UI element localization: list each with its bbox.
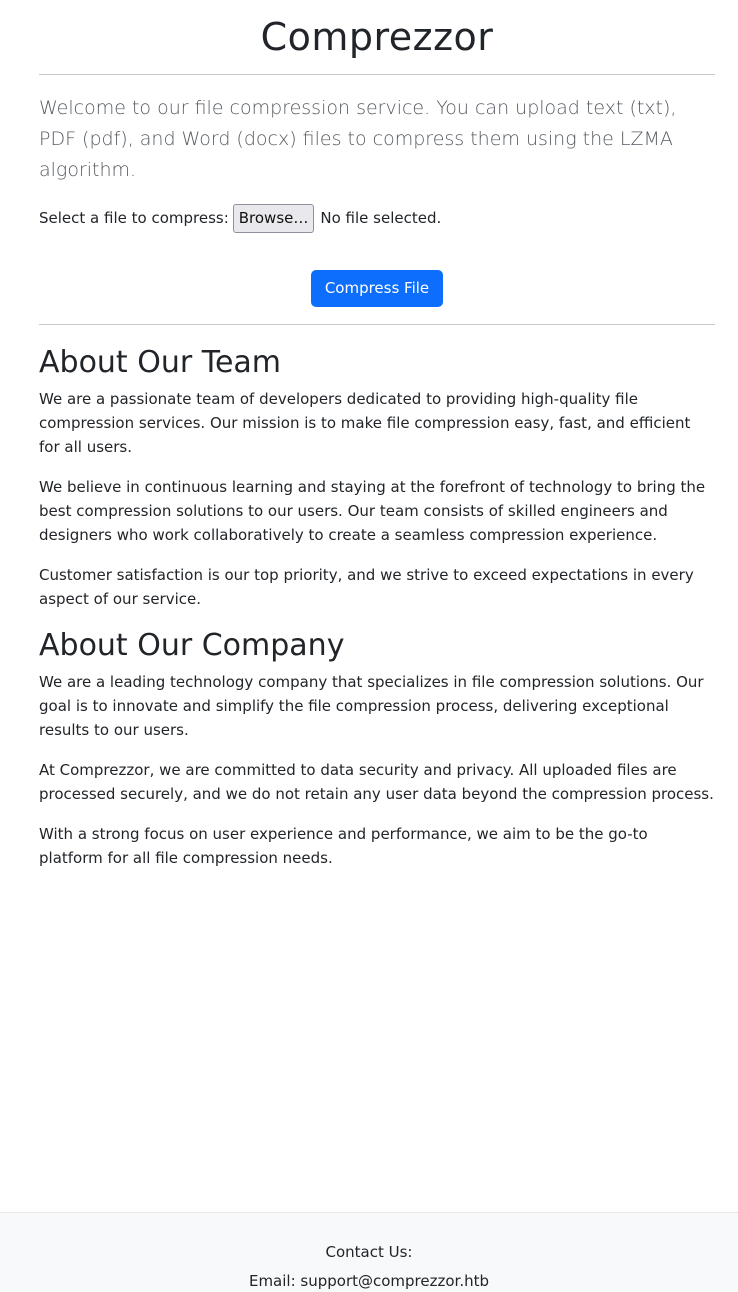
browse-button[interactable]: Browse… [233,204,315,233]
team-paragraph: We believe in continuous learning and staying at the forefront of technology to bring the best compression solutions to our users. Our team consists of skilled engineers and designers who work collaboratively to create a seamless compression experience. [39,478,706,544]
divider [39,74,715,75]
footer-contact-label: Contact Us: [325,1243,413,1261]
company-paragraph: With a strong focus on user experience and performance, we aim to be the go-to platform for all file compression needs. [39,825,648,867]
page-title: Comprezzor [260,15,494,59]
divider [39,324,715,325]
footer-email: Email: support@comprezzor.htb [248,1272,490,1290]
about-team-heading: About Our Team [39,345,282,380]
footer [0,1212,738,1292]
team-paragraph: Customer satisfaction is our top priority, and we strive to exceed expectations in every aspect of our service. [39,566,694,608]
file-input-row [39,203,715,233]
compress-file-button[interactable]: Compress File [311,270,443,307]
about-team-section [39,344,715,611]
file-status-text: No file selected. [320,209,442,227]
company-paragraph: We are a leading technology company that specializes in file compression solutions. Our goal is to innovate and simplify the file compression process, delivering exceptional results to our users. [39,673,704,739]
intro-text: Welcome to our file compression service. You can upload text (txt), PDF (pdf), and Word (docx) files to compress them using the LZMA algorithm. [39,97,677,181]
team-paragraph: We are a passionate team of developers dedicated to providing high-quality file compression services. Our mission is to make file compression easy, fast, and efficient for all users. [39,390,691,456]
about-company-heading: About Our Company [39,628,345,663]
submit-wrap [39,270,715,307]
about-company-section [39,627,715,870]
main-container [39,0,715,870]
upload-form [39,203,715,307]
company-paragraph: At Comprezzor, we are committed to data security and privacy. All uploaded files are processed securely, and we do not retain any user data beyond the compression process. [39,761,714,803]
file-input-label: Select a file to compress: [39,209,229,227]
